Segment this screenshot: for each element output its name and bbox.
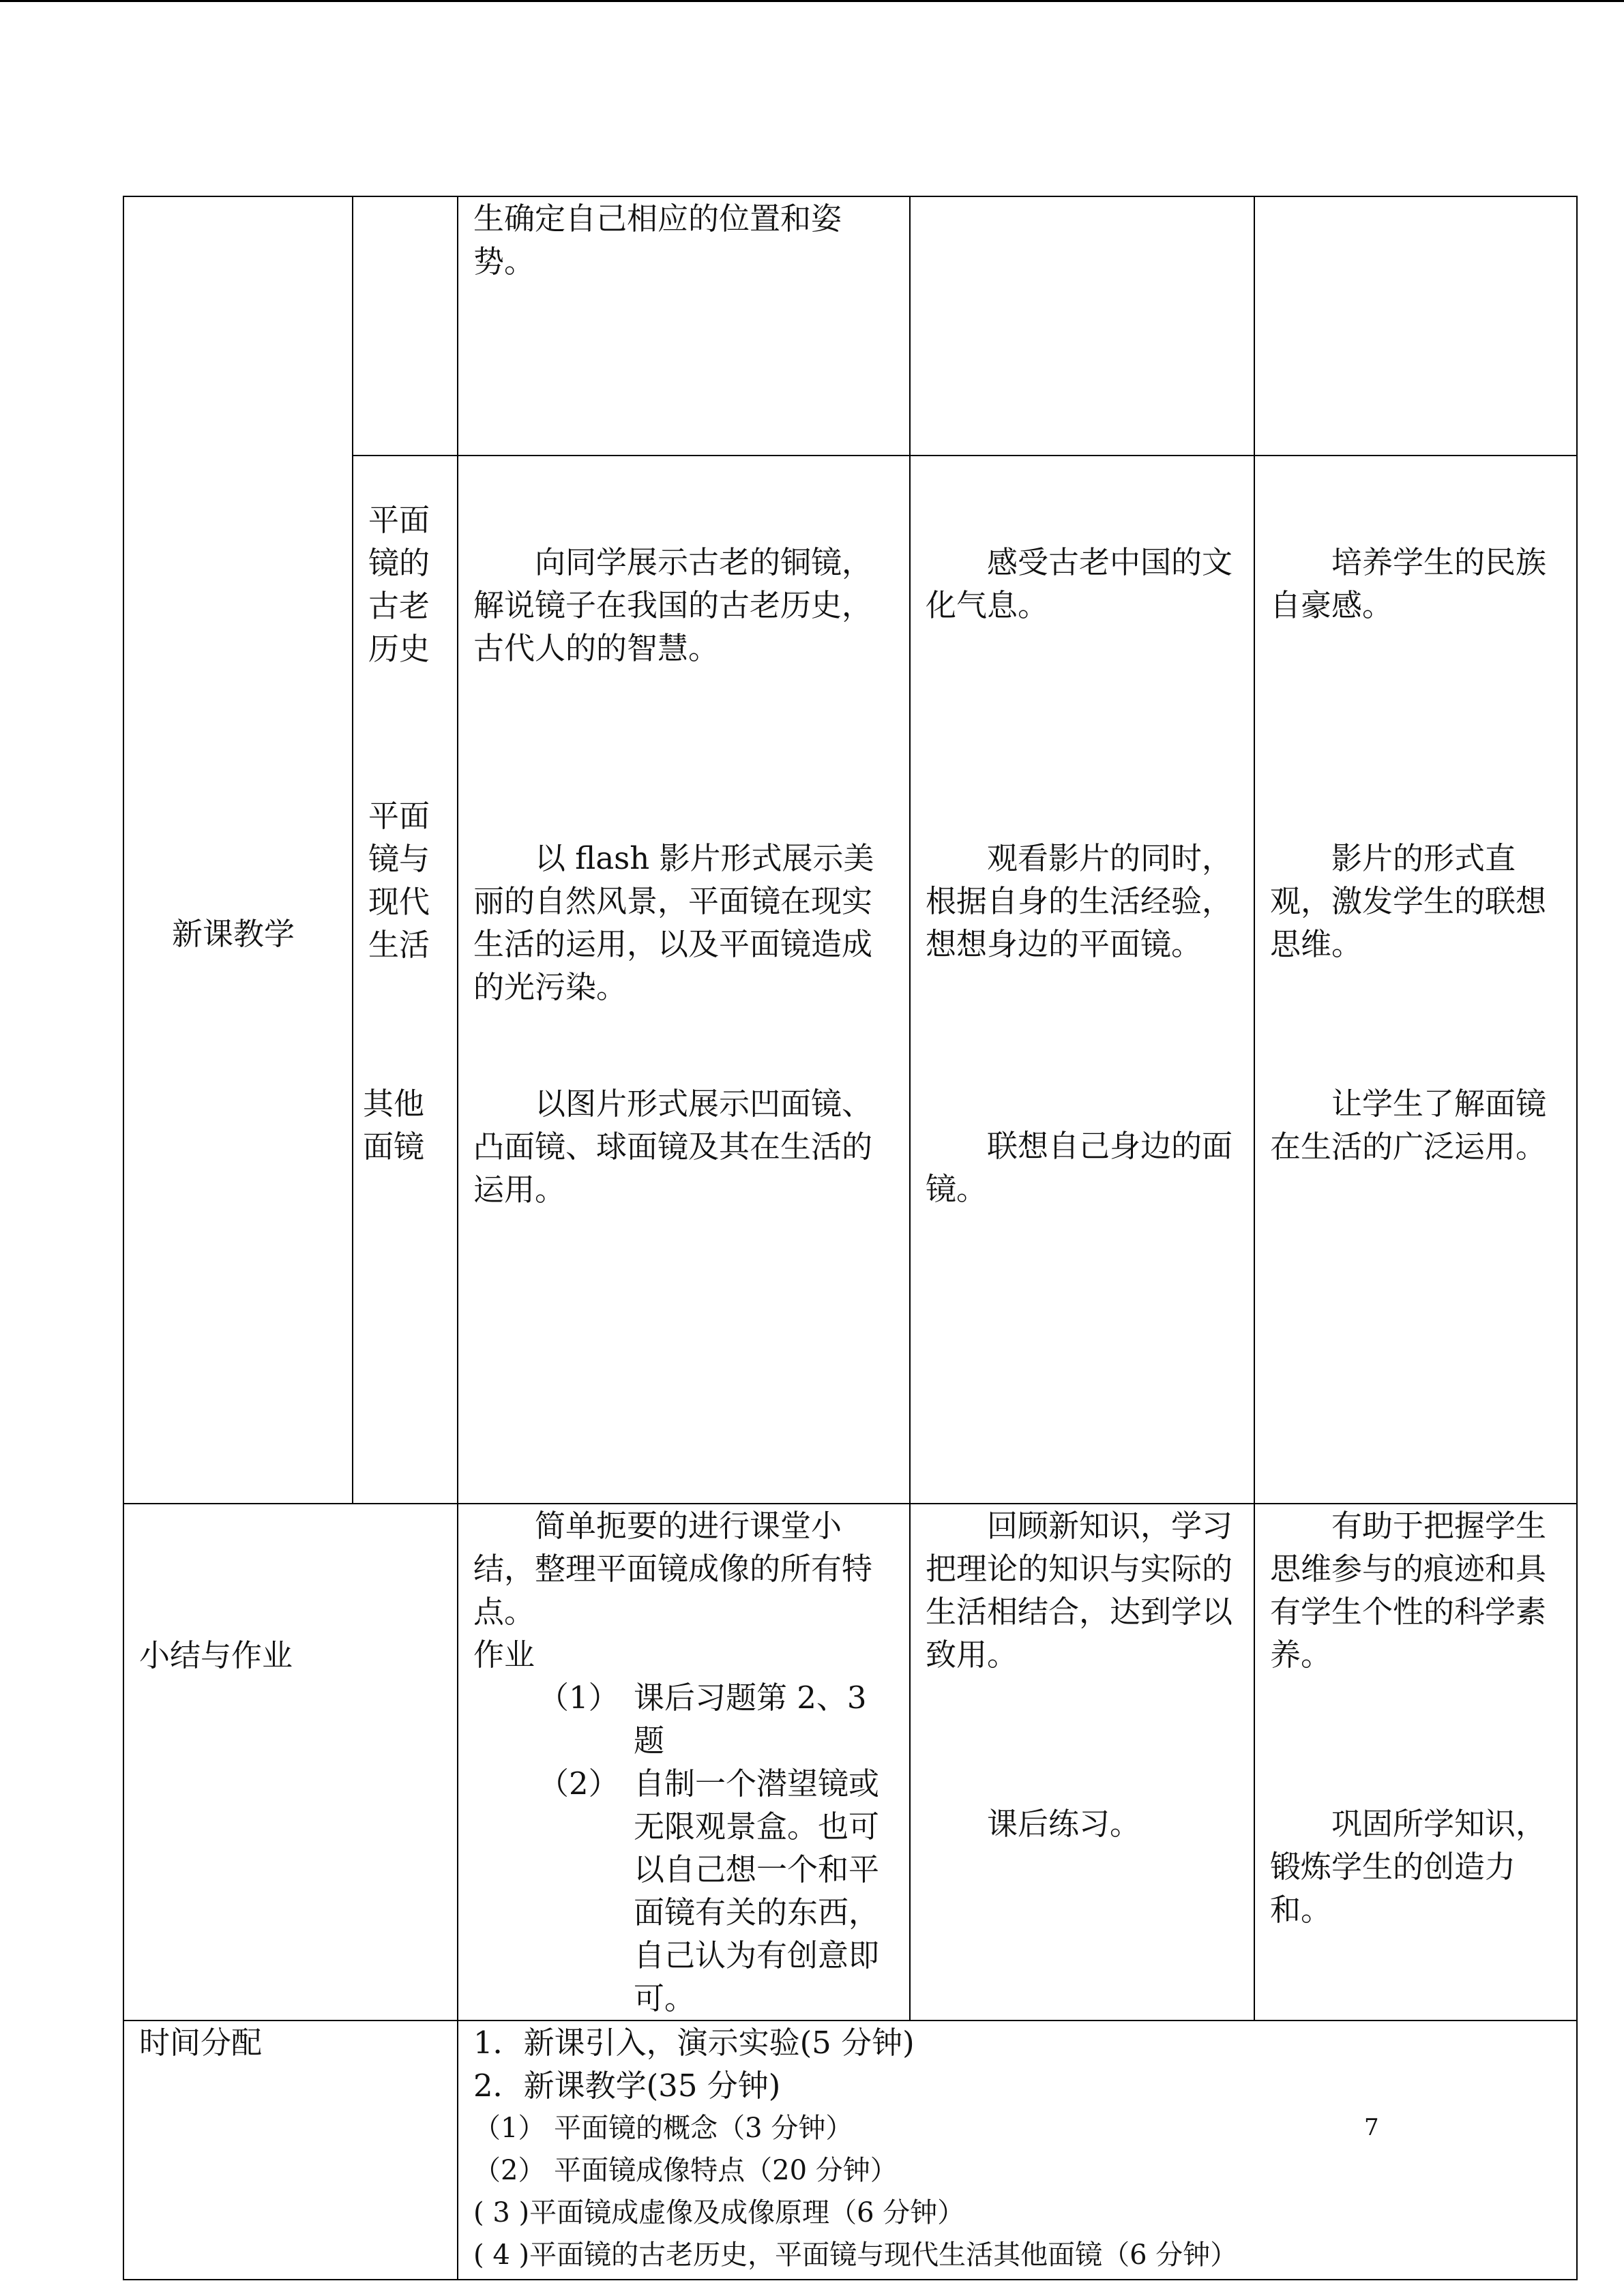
section-label-time: 时间分配 (123, 2021, 458, 2280)
topic-text: 其他面镜 (363, 1086, 425, 1165)
teacher-activity-cell (458, 196, 910, 456)
design-purpose-cell (1254, 1504, 1577, 2021)
topic-text: 平面镜与现代生活 (368, 798, 430, 963)
teacher-text: 生确定自己相应的位置和姿势。 (473, 200, 842, 280)
topic-cell (353, 456, 458, 794)
teacher-text: 以 flash 影片形式展示美丽的自然风景，平面镜在现实生活的运用，以及平面镜造成的光污染。 (473, 840, 874, 1005)
time-line: 1．新课引入，演示实验(5 分钟) (473, 2025, 915, 2061)
time-allocation-cell (458, 2021, 1577, 2280)
homework-item: （2） 自制一个潜望镜或无限观景盒。也可以自己想一个和平面镜有关的东西，自己认为有创意即可。 (538, 1765, 880, 2016)
teacher-text: 向同学展示古老的铜镜，解说镜子在我国的古老历史，古代人的的智慧。 (473, 544, 873, 666)
teacher-text: 以图片形式展示凹面镜、凸面镜、球面镜及其在生活的运用。 (473, 1086, 873, 1208)
design-purpose-cell (1254, 456, 1577, 794)
table-row (123, 2021, 1577, 2280)
teacher-activity-cell (458, 456, 910, 794)
lesson-plan-table (123, 196, 1578, 2280)
page-top-rule (0, 0, 1624, 2)
time-line: （1） 平面镜的概念（3 分钟） (473, 2113, 853, 2144)
student-text: 观看影片的同时，根据自身的生活经验，想想身边的平面镜。 (926, 840, 1233, 962)
page-number: 7 (1364, 2114, 1379, 2141)
student-text: 回顾新知识，学习把理论的知识与实际的生活相结合，达到学以致用。 (926, 1508, 1233, 1673)
teacher-activity-cell (458, 794, 910, 1082)
summary-text: 简单扼要的进行课堂小结，整理平面镜成像的所有特点。 (473, 1508, 873, 1630)
student-activity-cell (910, 1504, 1254, 2021)
student-activity-cell (910, 1082, 1254, 1504)
homework-label: 作业 (473, 1637, 535, 1673)
student-text: 课后练习。 (987, 1806, 1141, 1842)
student-activity-cell (910, 456, 1254, 794)
purpose-text: 巩固所学知识，锻炼学生的创造力和。 (1270, 1806, 1547, 1928)
section-label-summary: 小结与作业 (123, 1504, 458, 2021)
teacher-activity-cell (458, 1082, 910, 1504)
table-row (123, 1504, 1577, 2021)
table-row (123, 196, 1577, 456)
purpose-text: 有助于把握学生思维参与的痕迹和具有学生个性的科学素养。 (1270, 1508, 1547, 1673)
time-line: ( 3 )平面镜成虚像及成像原理（6 分钟） (473, 2197, 965, 2228)
design-purpose-cell (1254, 196, 1577, 456)
section-label-new-lesson: 新课教学 (123, 196, 353, 1504)
teacher-activity-cell (458, 1504, 910, 2021)
time-line: ( 4 )平面镜的古老历史，平面镜与现代生活其他面镜（6 分钟） (473, 2239, 1238, 2271)
design-purpose-cell (1254, 794, 1577, 1082)
purpose-text: 培养学生的民族自豪感。 (1270, 544, 1547, 623)
homework-item: （1） 课后习题第 2、3 题 (538, 1680, 867, 1759)
purpose-text: 让学生了解面镜在生活的广泛运用。 (1270, 1086, 1547, 1165)
student-text: 联想自己身边的面镜。 (926, 1128, 1233, 1207)
student-text: 感受古老中国的文化气息。 (926, 544, 1233, 623)
topic-cell (353, 196, 458, 456)
topic-text: 平面镜的古老历史 (368, 502, 430, 667)
time-line: （2） 平面镜成像特点（20 分钟） (473, 2155, 898, 2186)
student-activity-cell (910, 196, 1254, 456)
time-line: 2．新课教学(35 分钟) (473, 2068, 781, 2104)
topic-cell (353, 1082, 458, 1504)
student-activity-cell (910, 794, 1254, 1082)
topic-cell (353, 794, 458, 1082)
purpose-text: 影片的形式直观，激发学生的联想思维。 (1270, 840, 1547, 962)
design-purpose-cell (1254, 1082, 1577, 1504)
